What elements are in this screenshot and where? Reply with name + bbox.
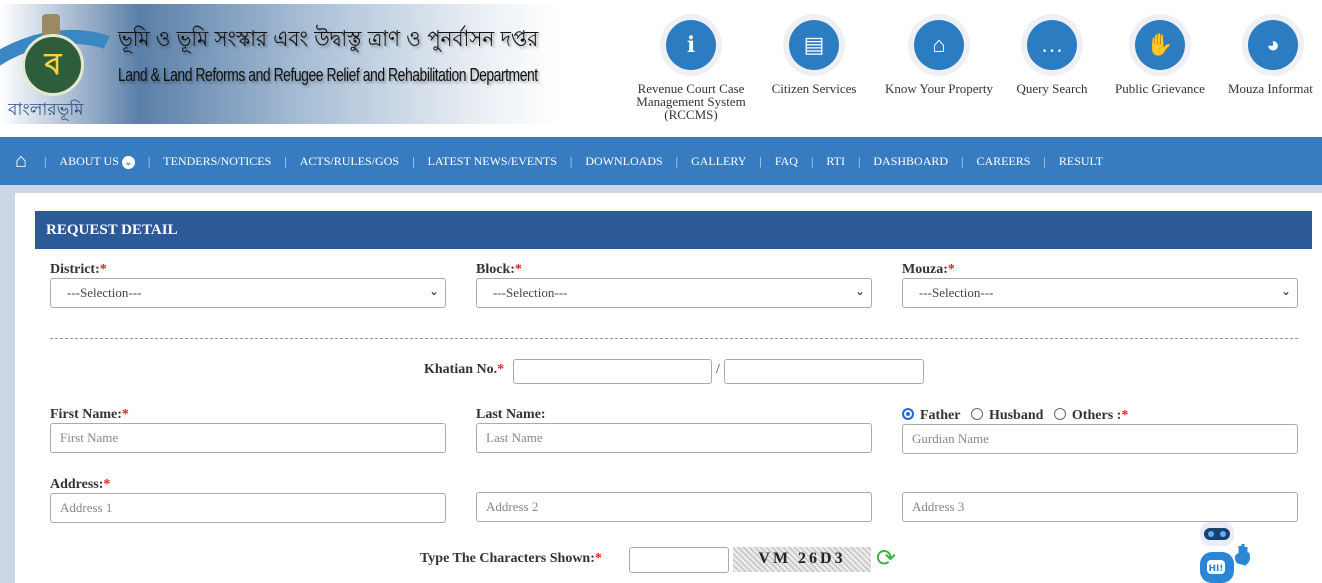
captcha-image: VM 26D3 bbox=[733, 547, 871, 572]
nav-separator: | bbox=[44, 153, 47, 168]
nav-label: ABOUT US bbox=[59, 153, 119, 168]
nav-downloads[interactable]: DOWNLOADS bbox=[585, 153, 663, 168]
khatian-number-input[interactable] bbox=[513, 359, 712, 384]
quick-link-query-search[interactable] bbox=[1012, 14, 1092, 95]
guardian-name-input[interactable]: Gurdian Name bbox=[902, 424, 1298, 454]
relation-radio-group: Father Husband Others :* bbox=[902, 408, 1128, 424]
khatian-suffix-input[interactable] bbox=[724, 359, 924, 384]
captcha-input[interactable] bbox=[629, 547, 729, 573]
address-2-input[interactable]: Address 2 bbox=[476, 492, 872, 522]
khatian-label: Khatian No.* bbox=[424, 362, 505, 377]
radio-father[interactable]: Father bbox=[902, 408, 960, 423]
id-card-icon: ▤ bbox=[789, 20, 839, 70]
nav-separator: | bbox=[284, 153, 287, 168]
refresh-captcha-icon[interactable]: ⟳ bbox=[876, 544, 897, 572]
select-value: ---Selection--- bbox=[919, 285, 994, 300]
nav-dashboard[interactable]: DASHBOARD bbox=[873, 153, 949, 168]
home-icon: ⌂ bbox=[914, 20, 964, 70]
state-emblem-icon bbox=[42, 14, 60, 36]
radio-button[interactable] bbox=[971, 408, 983, 420]
nav-faq[interactable]: FAQ bbox=[774, 153, 798, 168]
chatbot-icon[interactable] bbox=[1192, 512, 1250, 583]
nav-tenders[interactable]: TENDERS/NOTICES bbox=[163, 153, 272, 168]
quick-link-mouza-information[interactable] bbox=[1228, 14, 1322, 95]
radio-husband[interactable]: Husband bbox=[971, 408, 1043, 423]
nav-separator: | bbox=[759, 153, 762, 168]
logo-text: বাংলারভূমি bbox=[8, 100, 84, 120]
radio-others[interactable]: Others bbox=[1054, 408, 1113, 423]
district-label: District:* bbox=[50, 262, 107, 277]
chevron-down-icon: ⌄ bbox=[428, 284, 439, 298]
nav-acts[interactable]: ACTS/RULES/GOS bbox=[299, 153, 400, 168]
quick-link-label: Mouza Informat bbox=[1228, 81, 1313, 96]
radio-button[interactable] bbox=[1054, 408, 1066, 420]
quick-links bbox=[620, 14, 1322, 124]
department-title-bengali: ভূমি ও ভূমি সংস্কার এবং উদ্বাস্তু ত্রাণ ও পুনর্বাসন দপ্তর bbox=[118, 27, 539, 52]
quick-link-rccms[interactable] bbox=[628, 14, 754, 121]
captcha-label: Type The Characters Shown:* bbox=[420, 551, 602, 566]
nav-separator: | bbox=[857, 153, 861, 168]
svg-text:HI!: HI! bbox=[1208, 564, 1224, 574]
address-label: Address:* bbox=[50, 477, 111, 492]
quick-link-label: Citizen Services bbox=[771, 81, 857, 96]
form-title: REQUEST DETAIL bbox=[35, 211, 1312, 249]
globe-icon: ◕ bbox=[1248, 20, 1298, 70]
nav-news[interactable]: LATEST NEWS/EVENTS bbox=[427, 153, 557, 168]
divider bbox=[50, 338, 1298, 339]
banglarbhumi-logo[interactable]: ব bbox=[22, 34, 84, 96]
home-icon[interactable]: ⌂ bbox=[15, 149, 28, 172]
district-select[interactable] bbox=[50, 278, 446, 308]
nav-gallery[interactable]: GALLERY bbox=[691, 153, 747, 168]
nav-rti[interactable]: RTI bbox=[826, 153, 845, 168]
nav-separator: | bbox=[810, 153, 814, 168]
chevron-down-icon: ⌄ bbox=[122, 156, 135, 169]
mouza-label: Mouza:* bbox=[902, 262, 955, 277]
address-1-input[interactable]: Address 1 bbox=[50, 493, 446, 523]
chevron-down-icon: ⌄ bbox=[1280, 284, 1291, 298]
site-header bbox=[0, 0, 1322, 136]
radio-button[interactable] bbox=[902, 408, 914, 420]
form-panel bbox=[15, 193, 1322, 583]
main-nav bbox=[0, 137, 1322, 185]
nav-separator: | bbox=[961, 153, 964, 168]
mouza-select[interactable] bbox=[902, 278, 1298, 308]
info-person-icon: ℹ bbox=[666, 20, 716, 70]
select-value: ---Selection--- bbox=[67, 285, 142, 300]
department-banner bbox=[0, 4, 560, 124]
nav-result[interactable]: RESULT bbox=[1058, 153, 1104, 168]
nav-separator: | bbox=[569, 153, 573, 168]
quick-link-citizen-services[interactable] bbox=[766, 14, 862, 95]
chat-bubble-icon: … bbox=[1027, 20, 1077, 70]
hand-icon: ✋ bbox=[1135, 20, 1185, 70]
last-name-input[interactable]: Last Name bbox=[476, 423, 872, 453]
quick-link-label: Revenue Court Case Management System (RCCMS) bbox=[636, 81, 746, 122]
khatian-separator: / bbox=[716, 362, 720, 377]
last-name-label: Last Name: bbox=[476, 407, 546, 422]
nav-separator: | bbox=[1043, 153, 1046, 168]
nav-about-us[interactable] bbox=[59, 154, 134, 169]
quick-link-label: Public Grievance bbox=[1115, 81, 1205, 96]
nav-separator: | bbox=[412, 153, 415, 168]
nav-separator: | bbox=[675, 153, 679, 168]
chevron-down-icon: ⌄ bbox=[854, 284, 865, 298]
department-title-english: Land & Land Reforms and Refugee Relief and Rehabilitation Department bbox=[118, 65, 538, 85]
first-name-label: First Name:* bbox=[50, 407, 129, 422]
quick-link-label: Know Your Property bbox=[885, 81, 993, 96]
block-select[interactable] bbox=[476, 278, 872, 308]
quick-link-public-grievance[interactable] bbox=[1110, 14, 1210, 95]
block-label: Block:* bbox=[476, 262, 522, 277]
nav-separator: | bbox=[147, 153, 151, 168]
quick-link-label: Query Search bbox=[1016, 81, 1088, 96]
address-3-input[interactable]: Address 3 bbox=[902, 492, 1298, 522]
first-name-input[interactable]: First Name bbox=[50, 423, 446, 453]
select-value: ---Selection--- bbox=[493, 285, 568, 300]
nav-careers[interactable]: CAREERS bbox=[976, 153, 1031, 168]
quick-link-know-your-property[interactable] bbox=[878, 14, 1000, 95]
